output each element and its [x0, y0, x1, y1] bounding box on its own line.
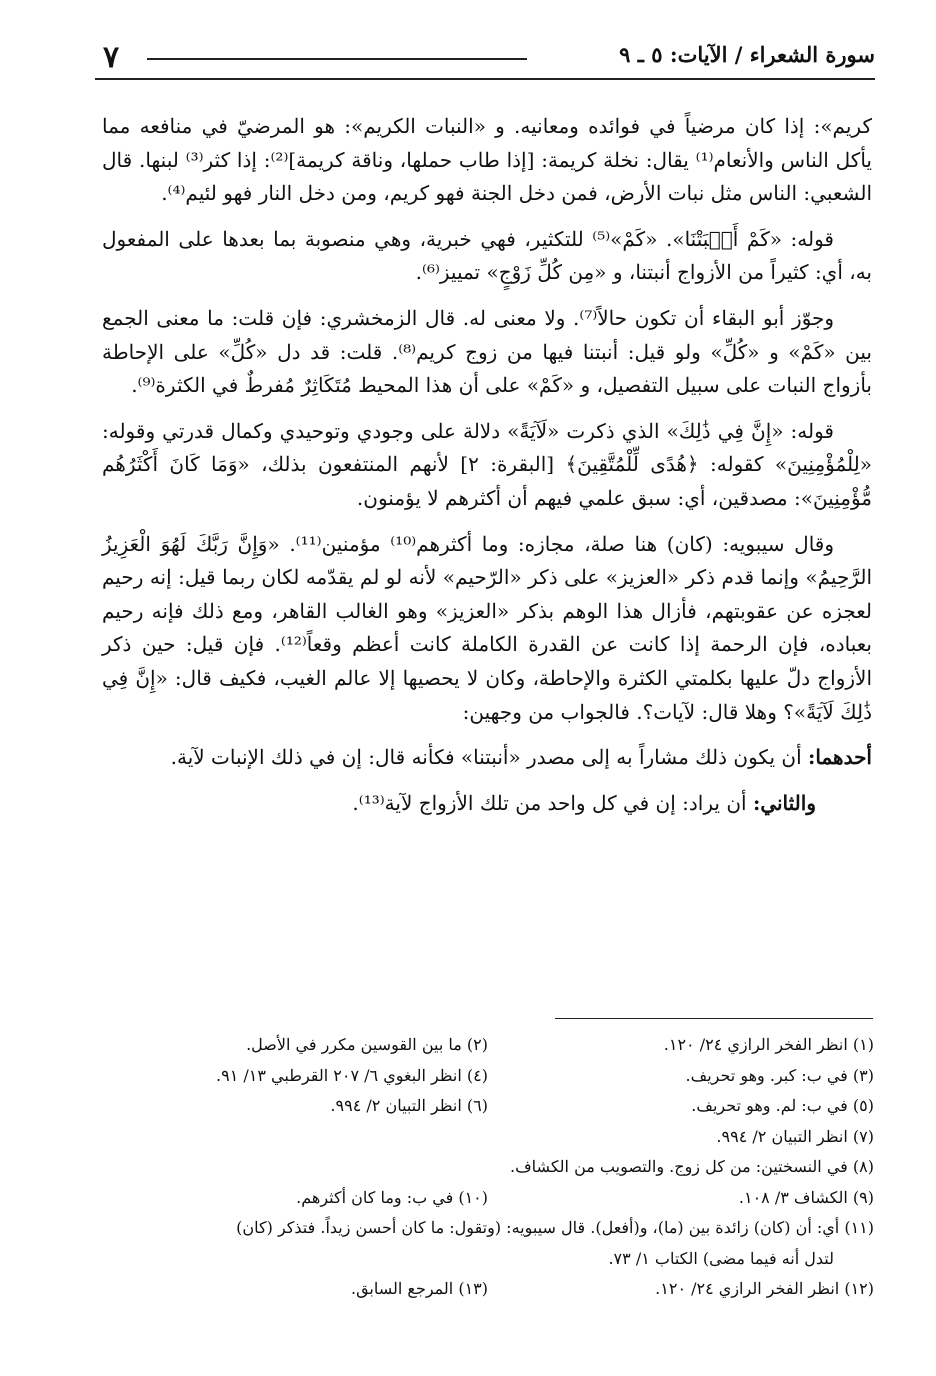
- footnote-row: [102, 1244, 874, 1275]
- page-header: [95, 38, 875, 80]
- footnote-9: (٩) الكشاف ٣/ ١٠٨.: [738, 1187, 874, 1207]
- footnote-12: (١٢) انظر الفخر الرازي ٢٤/ ١٢٠.: [655, 1279, 874, 1298]
- footnote-11: (١١) أي: أن (كان) زائدة بين (ما)، و(أفعل). قال سيبويه: (وتقول: ما كان أحسن زيداً. فتذكر (كان): [236, 1218, 874, 1237]
- footnote-6: (٦) انظر التبيان ٢/ ٩٩٤.: [330, 1096, 488, 1115]
- footnote-5: (٥) في ب: لم. وهو تحريف.: [691, 1096, 874, 1115]
- footnote-row: [102, 1061, 874, 1092]
- footnote-11-continued: لتدل أنه فيما مضى) الكتاب ١/ ٧٣.: [608, 1248, 834, 1268]
- main-text: [102, 110, 872, 820]
- footnote-4: (٤) انظر البغوي ٦/ ٢٠٧ القرطبي ١٣/ ٩١.: [216, 1065, 488, 1085]
- paragraph-5: وقال سيبويه: (كان) هنا صلة، مجازه: وما أكثرهم⁽¹⁰⁾ مؤمنين⁽¹¹⁾. «وَإِنَّ رَبَّكَ لَهُوَ الْعَزِيزُ الرَّحِيمُ» وإنما قدم ذكر «العزيز» على ذكر «الرّحيم» لأنه لو لم يقدّمه لكان ربما قيل: إنه رحيم لعجزه عن عقوبتهم، فأزال هذا الوهم بذكر «العزيز» وهو الغالب القاهر، ومع ذلك فإنه رحيم بعباده، فإن الرحمة إذا كانت عن القدرة الكاملة كانت أعظم وقعاً⁽¹²⁾. فإن قيل: حين ذكر الأزواج دلّ عليها بكلمتي الكثرة والإحاطة، وكان لا يحصيها إلا عالم الغيب، فكيف قال: «إِنَّ فِي ذَٰلِكَ لَآيَةً»؟ وهلا قال: لآيات؟. فالجواب من وجهين:: [102, 531, 872, 724]
- running-title: سورة الشعراء / الآيات: ٥ ـ ٩: [619, 42, 875, 67]
- second-answer-text: أن يراد: إن في كل واحد من تلك الأزواج لآية⁽¹³⁾.: [352, 790, 753, 815]
- paragraph-1: كريم»: إذا كان مرضياً في فوائده ومعانيه. و «النبات الكريم»: هو المرضيّ في منافعه مما يأكل الناس والأنعام⁽¹⁾ يقال: نخلة كريمة: [إذا طاب حملها، وناقة كريمة]⁽²⁾: إذا كثر⁽³⁾ لبنها. قال الشعبي: الناس مثل نبات الأرض، فمن دخل الجنة فهو كريم، ومن دخل النار فهو لئيم⁽⁴⁾.: [102, 114, 872, 206]
- footnotes: [102, 1030, 874, 1305]
- footnote-10: (١٠) في ب: وما كان أكثرهم.: [296, 1187, 488, 1207]
- footnote-8: (٨) في النسختين: من كل زوج. والتصويب من الكشاف.: [510, 1157, 874, 1176]
- page-number: ٧: [103, 40, 120, 75]
- footnote-row: [102, 1122, 874, 1153]
- footnote-2: (٢) ما بين القوسين مكرر في الأصل.: [246, 1035, 488, 1054]
- footnote-13: (١٣) المرجع السابق.: [350, 1279, 488, 1298]
- first-answer-label: أحدهما:: [807, 745, 872, 770]
- paragraph-3: وجوّز أبو البقاء أن تكون حالاً⁽⁷⁾. ولا معنى له. قال الزمخشري: فإن قلت: ما معنى الجمع بين «كَمْ» و «كُلِّ» ولو قيل: أنبتنا فيها من زوج كريم⁽⁸⁾. قلت: قد دل «كُلِّ» على الإحاطة بأزواج النبات على سبيل التفصيل، و «كَمْ» على أن هذا المحيط مُتَكَاثِرٌ مُفرطٌ في الكثرة⁽⁹⁾.: [102, 305, 872, 398]
- paragraph-6: [102, 741, 872, 775]
- paragraph-2: قوله: «كَمْ أَنۢبَتْنَا». «كَمْ»⁽⁵⁾ للتكثير، فهي خبرية، وهي منصوبة بما بعدها على المفعول به، أي: كثيراً من الأزواج أنبتنا، و «مِن كُلِّ زَوْجٍ» تمييز⁽⁶⁾.: [102, 226, 872, 285]
- paragraph-4: قوله: «إِنَّ فِي ذَٰلِكَ» الذي ذكرت «لَآيَةً» دلالة على وجودي وتوحيدي وكمال قدرتي وقوله: «لِلْمُؤْمِنِينَ» كقوله: ﴿هُدًى لِّلْمُتَّقِينَ﴾ [البقرة: ٢] لأنهم المنتفعون بذلك، «وَمَا كَانَ أَكْثَرُهُم مُّؤْمِنِينَ»: مصدقين، أي: سبق علمي فيهم أن أكثرهم لا يؤمنون.: [102, 418, 873, 510]
- footnote-separator: [555, 1018, 873, 1019]
- footnote-row: [102, 1152, 874, 1183]
- second-answer-label: والثاني:: [752, 790, 816, 815]
- footnote-7: (٧) انظر التبيان ٢/ ٩٩٤.: [716, 1126, 874, 1146]
- first-answer-text: أن يكون ذلك مشاراً به إلى مصدر «أنبتنا» فكأنه قال: إن في ذلك الإنبات لآية.: [170, 745, 808, 770]
- header-rule: [147, 58, 527, 60]
- footnote-row: [102, 1030, 874, 1061]
- footnote-row: [102, 1091, 874, 1122]
- footnote-1: (١) انظر الفخر الرازي ٢٤/ ١٢٠.: [663, 1035, 874, 1054]
- footnote-3: (٣) في ب: كبر. وهو تحريف.: [685, 1065, 874, 1085]
- footnote-row: [102, 1183, 874, 1214]
- footnote-row: [102, 1213, 874, 1244]
- footnote-row: [102, 1274, 874, 1305]
- paragraph-7: [102, 787, 872, 821]
